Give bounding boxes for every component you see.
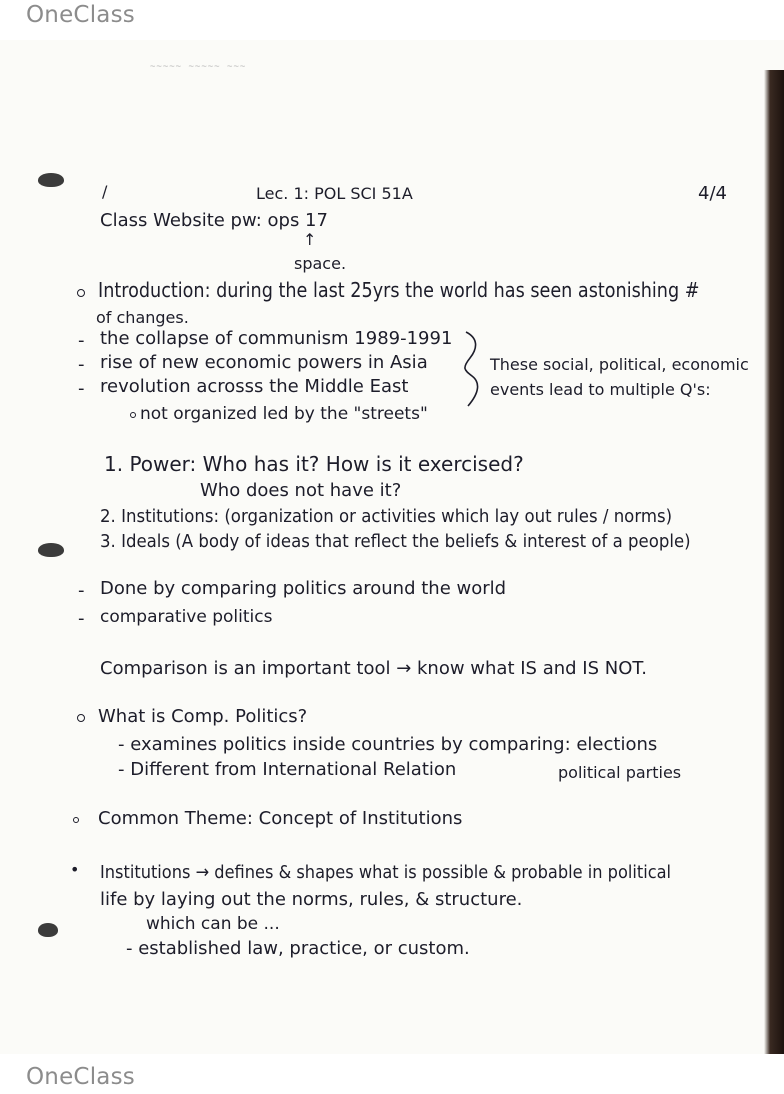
question-ideals: 3. Ideals (A body of ideas that reflect the beliefs & interest of a people): [100, 531, 691, 552]
done-by-line: Done by comparing politics around the world: [100, 578, 507, 599]
event-item: rise of new economic powers in Asia: [100, 352, 428, 373]
comparison-line: Comparison is an important tool → know what IS and IS NOT.: [100, 658, 647, 679]
different-line: - Different from International Relation: [118, 759, 457, 780]
punch-hole: [38, 173, 64, 187]
common-theme-line: Common Theme: Concept of Institutions: [98, 808, 463, 829]
space-note: space.: [294, 254, 347, 273]
events-subnote: not organized led by the "streets": [140, 404, 428, 424]
dash-bullet: -: [78, 330, 85, 351]
bullet-circle-small: [73, 817, 79, 823]
lecture-title: Lec. 1: POL SCI 51A: [256, 184, 413, 203]
punch-hole: [38, 543, 64, 557]
dash-bullet: -: [78, 378, 85, 399]
event-item: the collapse of communism 1989-1991: [100, 328, 453, 349]
bullet-mark: •: [70, 860, 80, 879]
oneclass-logo: OneClass: [26, 1064, 135, 1090]
parties-note: political parties: [558, 763, 682, 782]
header-mark: /: [102, 182, 108, 201]
punch-hole: [38, 923, 58, 937]
comparative-line: comparative politics: [100, 607, 273, 627]
brace-note: These social, political, economic: [490, 355, 749, 374]
institutions-line: life by laying out the norms, rules, & structure.: [100, 889, 523, 910]
question-power-sub: Who does not have it?: [200, 480, 402, 501]
arrow-up-icon: ↑: [303, 230, 317, 249]
oneclass-logo: OneClass: [26, 2, 135, 28]
class-website-line: Class Website pw: ops 17: [100, 210, 328, 231]
bullet-circle: [77, 289, 85, 297]
what-is-heading: What is Comp. Politics?: [98, 706, 308, 727]
bullet-circle: [77, 714, 85, 722]
binder-edge: [764, 70, 784, 1054]
question-power: 1. Power: Who has it? How is it exercised?: [104, 452, 524, 476]
faint-header-text: ~~~~~ ~~~~~ ~~~: [150, 62, 247, 72]
intro-line: Introduction: during the last 25yrs the world has seen astonishing #: [98, 278, 700, 302]
which-can-line: which can be ...: [146, 914, 280, 934]
intro-continued: of changes.: [96, 308, 189, 327]
note-date: 4/4: [698, 183, 727, 204]
established-line: - established law, practice, or custom.: [126, 938, 470, 959]
question-institutions: 2. Institutions: (organization or activities which lay out rules / norms): [100, 506, 673, 527]
event-item: revolution acrosss the Middle East: [100, 376, 409, 397]
bullet-circle-small: [130, 412, 136, 418]
brace-icon: [458, 330, 486, 410]
dash-bullet: -: [78, 354, 85, 375]
institutions-line: Institutions → defines & shapes what is possible & probable in political: [100, 862, 672, 883]
examines-line: - examines politics inside countries by comparing: elections: [118, 734, 658, 755]
notebook-page: [0, 40, 784, 1054]
dash-bullet: -: [78, 608, 85, 629]
brace-note: events lead to multiple Q's:: [490, 380, 711, 399]
dash-bullet: -: [78, 580, 85, 601]
